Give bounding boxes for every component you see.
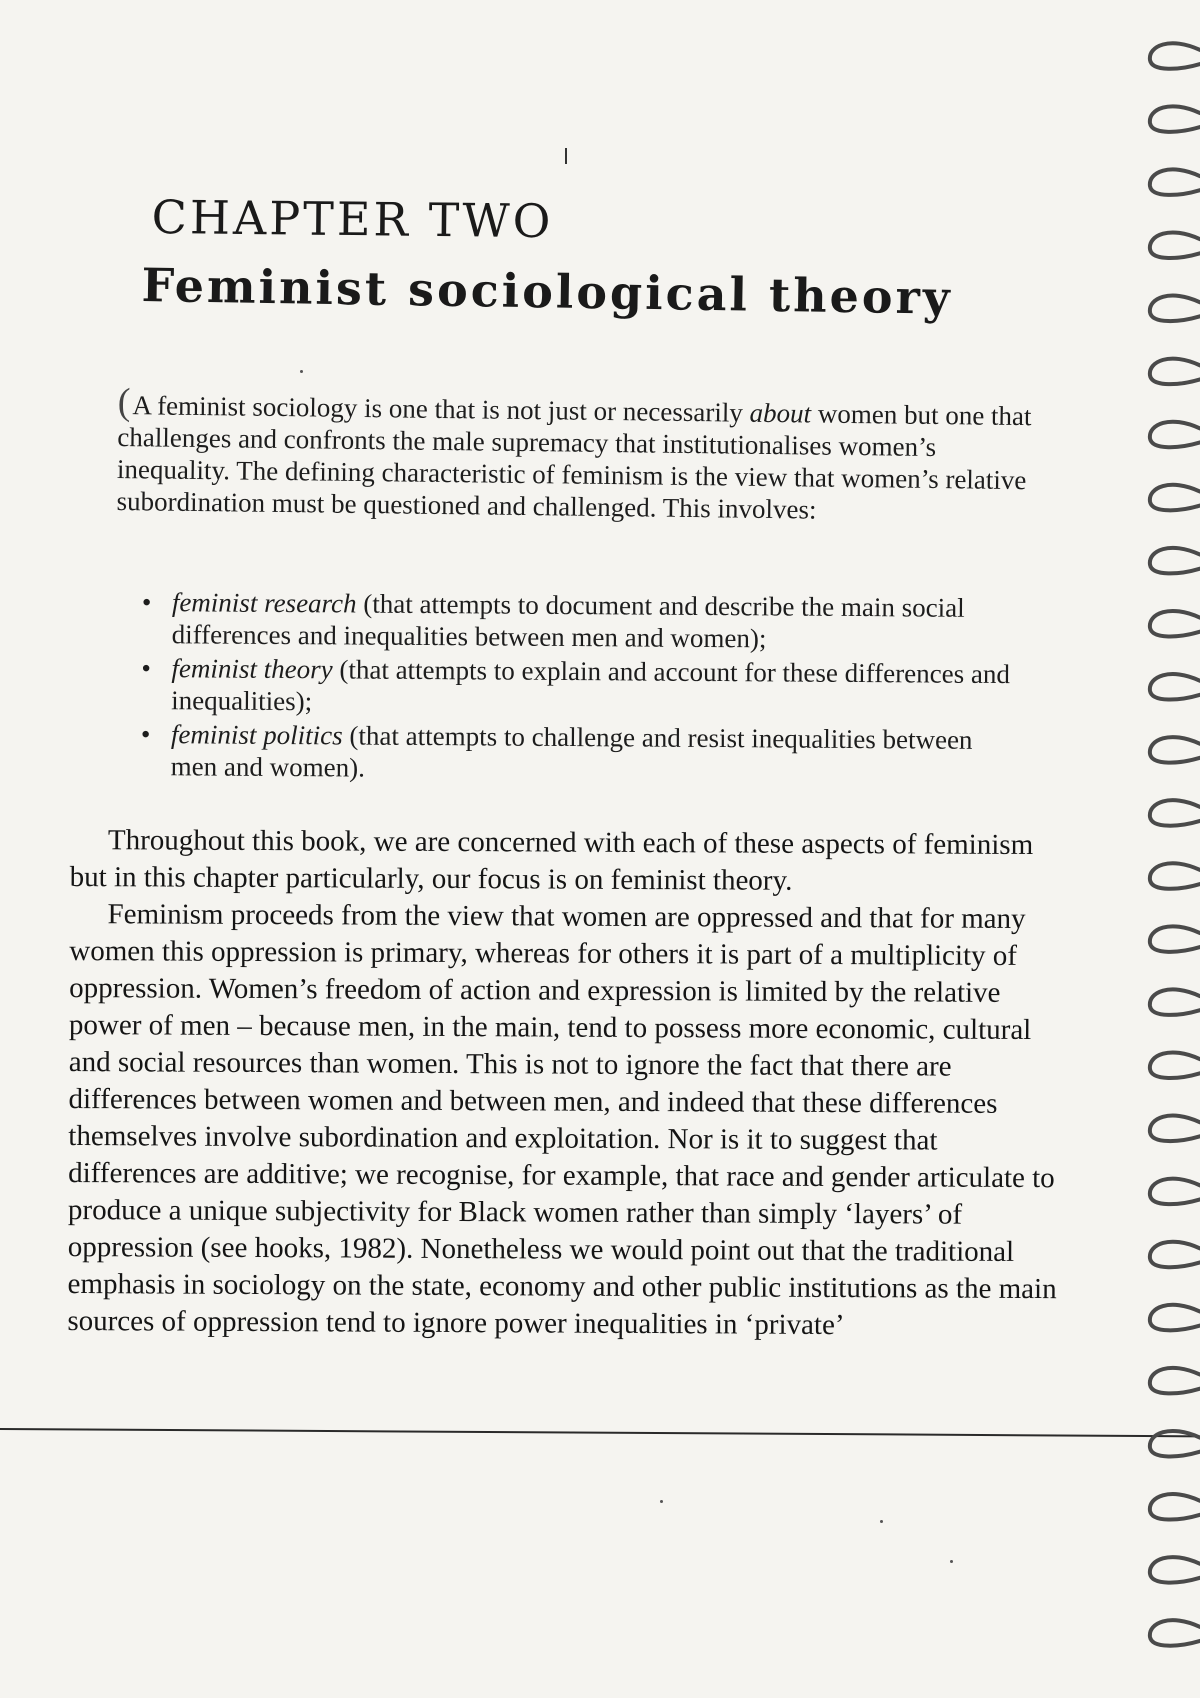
spiral-coil <box>1150 1431 1200 1457</box>
spiral-coil <box>1150 737 1200 763</box>
abstract-text-part1: A feminist sociology is one that is not just or necessarily <box>132 390 750 428</box>
paper-speck <box>300 370 303 373</box>
body-paragraph: Feminism proceeds from the view that women are oppressed and that for many women this oppression is primary, whereas for others it is part of a multiplicity of oppression. Women’s freedom of action and expression is limited by the relative power of men – because men, in the main, tend to possess more economic, cultural and social resources than women. This is not to ignore the fact that there are differences between women and between men, and indeed that these differences themselves involve subordination and exploitation. Nor is it to suggest that differences are additive; we recognise, for example, that race and gender articulate to produce a unique subjectivity for Black women rather than simply ‘layers’ of oppression (see hooks, 1982). Nonetheless we would point out that the traditional emphasis in sociology on the state, economy and other public institutions as the main sources of oppression tend to ignore power inequalities in ‘private’ <box>67 898 1057 1342</box>
list-item-term: feminist politics <box>170 719 343 751</box>
body-paragraph: Throughout this book, we are concerned with each of these aspects of feminism but in this chapter particularly, our focus is on feminist theory. <box>69 824 1034 897</box>
spiral-coil <box>1150 106 1200 132</box>
spiral-binding-icon <box>1140 30 1200 1698</box>
spiral-coil <box>1150 989 1200 1015</box>
spiral-coil <box>1150 422 1200 448</box>
chapter-title: Feminist sociological theory <box>141 258 953 325</box>
bullet-icon: • <box>140 719 151 750</box>
bullet-list <box>137 586 1018 790</box>
spiral-coil <box>1150 611 1200 637</box>
list-item <box>138 586 1018 656</box>
list-item-text: (that attempts to explain and account for these differences and inequalities); <box>171 654 1010 717</box>
list-item-term: feminist theory <box>171 653 333 685</box>
spiral-coil <box>1150 232 1200 258</box>
spiral-coil <box>1150 1052 1200 1078</box>
paper-speck <box>660 1500 663 1503</box>
list-item <box>137 652 1017 722</box>
page-bottom-rule <box>0 1428 1200 1437</box>
paper-speck <box>880 1520 883 1523</box>
spiral-coil <box>1150 926 1200 952</box>
list-item-term: feminist research <box>171 587 357 619</box>
spiral-coil <box>1150 674 1200 700</box>
chapter-abstract <box>116 381 1038 528</box>
spiral-coil <box>1150 1116 1200 1142</box>
body-text <box>67 822 1060 1345</box>
spiral-coil <box>1150 1557 1200 1583</box>
paper-speck <box>950 1560 953 1563</box>
spiral-coil <box>1150 1305 1200 1331</box>
list-item <box>137 718 1017 788</box>
spiral-coil <box>1150 800 1200 826</box>
chapter-label: CHAPTER TWO <box>151 190 554 249</box>
spiral-coil <box>1150 1368 1200 1394</box>
spiral-coil <box>1150 863 1200 889</box>
bullet-icon: • <box>141 587 152 618</box>
spiral-coil <box>1150 169 1200 195</box>
spiral-coil <box>1150 296 1200 322</box>
handwritten-bracket-mark: ( <box>117 381 131 424</box>
spiral-coil <box>1150 359 1200 385</box>
abstract-emphasis: about <box>749 397 812 429</box>
list-item-text: (that attempts to challenge and resist inequalities between men and women). <box>170 720 973 783</box>
spiral-coil <box>1150 485 1200 511</box>
spiral-coil <box>1150 548 1200 574</box>
list-item-text: (that attempts to document and describe the main social differences and inequalities between men and women); <box>171 588 965 654</box>
margin-mark <box>565 148 567 164</box>
spiral-coil <box>1150 1179 1200 1205</box>
bullet-icon: • <box>141 653 151 684</box>
spiral-coil <box>1150 1494 1200 1520</box>
spiral-coil <box>1150 43 1200 69</box>
spiral-coil <box>1150 1242 1200 1268</box>
abstract-text-part2: women but one that challenges and confronts the male supremacy that institutionalises women’s inequality. The defining characteristic of feminism is the view that women’s relative subordination must be questioned and challenged. This involves: <box>116 398 1032 525</box>
spiral-coil <box>1150 1620 1200 1646</box>
